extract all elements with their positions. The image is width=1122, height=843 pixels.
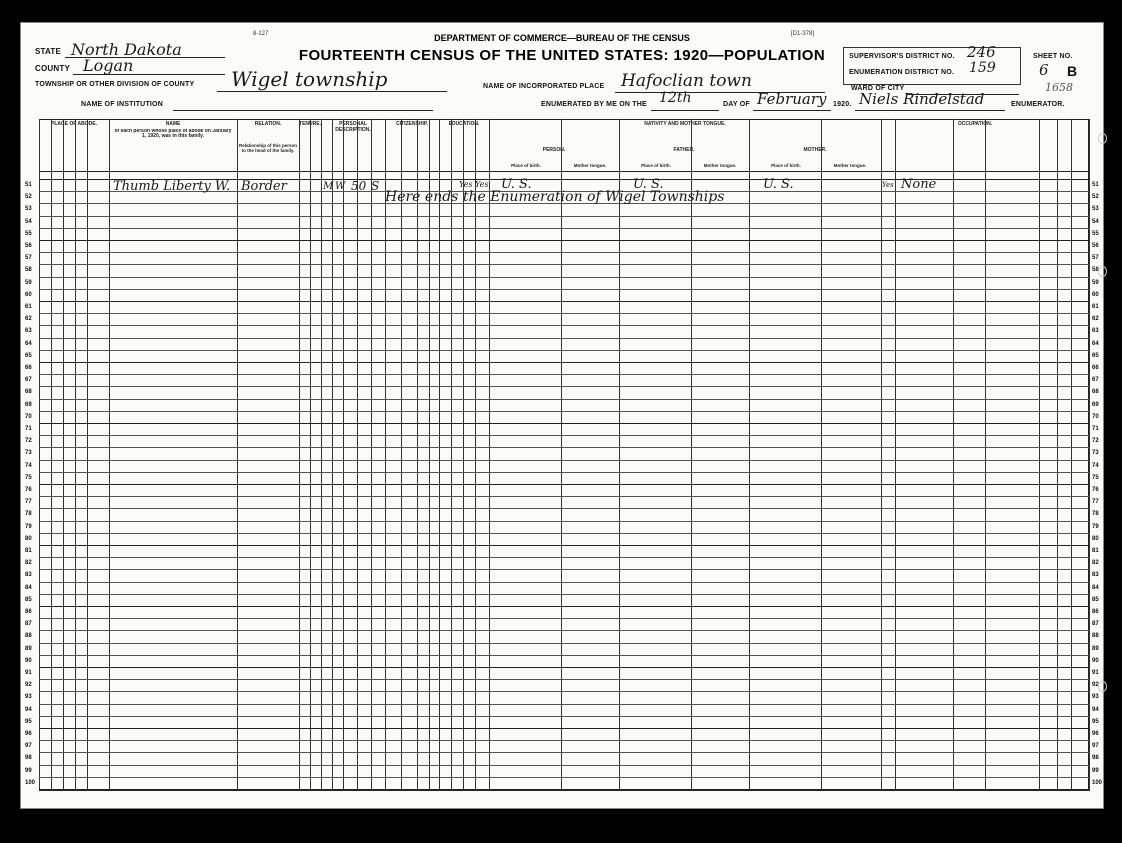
row-number-right: 82 <box>1092 560 1099 567</box>
state-label: STATE <box>35 47 62 56</box>
enumeration-value: 159 <box>969 60 996 76</box>
row-number-left: 66 <box>25 365 32 371</box>
row-number-right: 69 <box>1092 401 1099 408</box>
sheet-label: SHEET NO. <box>1033 53 1073 60</box>
row-number-right: 71 <box>1092 426 1099 432</box>
father-birthplace-head: Place of birth. <box>641 163 671 168</box>
row-number-left: 97 <box>25 743 32 750</box>
row-number-left: 69 <box>25 401 32 408</box>
enumerator-label: ENUMERATOR. <box>1011 101 1065 108</box>
group-person: PERSON. <box>542 147 566 153</box>
ward-label: WARD OF CITY <box>851 85 905 92</box>
row-number-left: 55 <box>25 230 32 237</box>
enumerated-label: ENUMERATED BY ME ON THE <box>541 101 647 108</box>
enumerated-month: February <box>757 90 827 108</box>
row-number-left: 100 <box>25 779 36 786</box>
group-abode: PLACE OF ABODE. <box>51 121 97 127</box>
row-number-left: 84 <box>25 584 32 591</box>
group-education: EDUCATION. <box>448 121 480 127</box>
row-number-left: 74 <box>25 462 32 469</box>
entry-birthplace: U. S. <box>501 177 532 192</box>
group-name: NAME <box>165 121 181 127</box>
row-number-right: 59 <box>1092 279 1099 286</box>
row-number-left: 79 <box>25 523 32 530</box>
department-heading: DEPARTMENT OF COMMERCE—BUREAU OF THE CENSUS <box>434 33 690 43</box>
row-number-left: 64 <box>25 340 32 347</box>
name-note: of each person whose place of abode on January 1, 1920, was in this family. <box>114 129 232 139</box>
entry-mother-birthplace: U. S. <box>763 177 794 192</box>
institution-label: NAME OF INSTITUTION <box>81 101 163 108</box>
row-number-right: 63 <box>1092 328 1099 335</box>
row-number-left: 76 <box>25 487 32 493</box>
row-number-left: 53 <box>25 206 32 213</box>
row-number-right: 100 <box>1092 779 1103 786</box>
row-number-right: 92 <box>1092 682 1099 689</box>
sheet-side: B <box>1067 63 1078 79</box>
entry-name: Thumb Liberty W. <box>113 179 231 194</box>
group-relation: RELATION. <box>254 121 282 127</box>
row-number-left: 65 <box>25 352 32 359</box>
father-tongue-head: Mother tongue. <box>703 163 737 168</box>
entry-end-note: Here ends the Enumeration of Wigel Townships <box>385 189 725 205</box>
entry-marital: S <box>371 179 380 193</box>
row-number-left: 63 <box>25 328 32 335</box>
row-number-left: 77 <box>25 499 32 506</box>
row-number-right: 84 <box>1092 584 1099 591</box>
township-value: Wigel township <box>231 67 388 91</box>
relation-note: Relationship of this person to the head of the family. <box>239 143 297 153</box>
row-number-right: 65 <box>1092 352 1099 359</box>
group-occupation: OCCUPATION. <box>957 121 993 127</box>
row-number-right: 79 <box>1092 523 1099 530</box>
state-value: North Dakota <box>71 40 182 59</box>
row-number-right: 64 <box>1092 340 1099 347</box>
census-grid <box>25 119 1103 791</box>
row-number-right: 62 <box>1092 316 1099 323</box>
row-number-left: 67 <box>25 377 32 384</box>
row-number-right: 73 <box>1092 450 1099 457</box>
row-number-right: 80 <box>1092 535 1099 542</box>
county-label: COUNTY <box>35 64 70 73</box>
township-label: TOWNSHIP OR OTHER DIVISION OF COUNTY <box>35 81 195 88</box>
row-number-right: 55 <box>1092 230 1099 237</box>
row-number-left: 56 <box>25 243 32 249</box>
year: 1920. <box>833 101 852 108</box>
row-number-left: 62 <box>25 316 32 323</box>
census-sheet <box>20 22 1104 809</box>
supervisor-label: SUPERVISOR'S DISTRICT NO. <box>849 53 955 60</box>
row-number-right: 74 <box>1092 462 1099 469</box>
row-number-left: 93 <box>25 694 32 701</box>
row-number-right: 90 <box>1092 657 1099 664</box>
row-number-left: 85 <box>25 596 32 603</box>
row-number-right: 98 <box>1092 755 1099 762</box>
row-number-right: 97 <box>1092 743 1099 750</box>
row-number-right: 96 <box>1092 731 1099 737</box>
row-number-left: 71 <box>25 426 32 432</box>
row-number-right: 75 <box>1092 474 1099 481</box>
day-of-label: DAY OF <box>723 101 750 108</box>
group-father: FATHER. <box>673 147 695 153</box>
row-number-right: 95 <box>1092 718 1099 725</box>
stamp-number: 1658 <box>1045 81 1073 94</box>
row-number-left: 80 <box>25 535 32 542</box>
row-number-left: 61 <box>25 304 32 310</box>
row-number-left: 88 <box>25 633 32 640</box>
row-number-left: 59 <box>25 279 32 286</box>
group-citizenship: CITIZENSHIP. <box>396 121 428 127</box>
county-value: Logan <box>83 56 134 75</box>
row-number-right: 61 <box>1092 304 1099 310</box>
entry-sex: M <box>323 181 334 192</box>
row-number-left: 99 <box>25 767 32 774</box>
row-number-left: 51 <box>25 182 32 188</box>
row-number-right: 93 <box>1092 694 1099 701</box>
sheet-value: 6 <box>1039 61 1049 79</box>
row-number-right: 89 <box>1092 645 1099 652</box>
row-number-left: 82 <box>25 560 32 567</box>
row-number-right: 99 <box>1092 767 1099 774</box>
row-number-right: 78 <box>1092 511 1099 518</box>
row-number-left: 94 <box>25 706 32 713</box>
row-number-right: 85 <box>1092 596 1099 603</box>
form-code: [D1-378] <box>791 31 815 37</box>
entry-race: W <box>335 181 346 192</box>
group-nativity: NATIVITY AND MOTHER TONGUE. <box>644 121 726 127</box>
row-number-left: 91 <box>25 670 32 676</box>
entry-write: Yes <box>475 180 489 189</box>
row-number-right: 68 <box>1092 389 1099 396</box>
row-number-right: 86 <box>1092 609 1099 615</box>
supervisor-value: 246 <box>967 43 996 61</box>
row-number-left: 75 <box>25 474 32 481</box>
row-number-right: 72 <box>1092 438 1099 445</box>
group-personal: PERSONAL DESCRIPTION. <box>335 121 371 133</box>
entry-father-birthplace: U. S. <box>633 177 664 192</box>
row-number-left: 68 <box>25 389 32 396</box>
row-number-left: 78 <box>25 511 32 518</box>
mother-birthplace-head: Place of birth. <box>771 163 801 168</box>
row-number-right: 51 <box>1092 182 1099 188</box>
row-number-right: 91 <box>1092 670 1099 676</box>
row-number-left: 70 <box>25 413 32 420</box>
row-number-left: 52 <box>25 194 32 201</box>
row-number-left: 72 <box>25 438 32 445</box>
page-title: FOURTEENTH CENSUS OF THE UNITED STATES: 1920—POPULATION <box>298 47 826 64</box>
row-number-right: 94 <box>1092 706 1099 713</box>
row-number-right: 76 <box>1092 487 1099 493</box>
row-number-right: 81 <box>1092 548 1099 554</box>
enumerator-value: Niels Rindelstad <box>859 90 985 108</box>
row-number-left: 73 <box>25 450 32 457</box>
row-number-right: 70 <box>1092 413 1099 420</box>
row-number-right: 52 <box>1092 194 1099 201</box>
row-number-left: 98 <box>25 755 32 762</box>
row-number-right: 56 <box>1092 243 1099 249</box>
row-number-left: 81 <box>25 548 32 554</box>
row-number-left: 54 <box>25 218 32 225</box>
entry-age: 50 <box>351 179 367 193</box>
row-number-right: 57 <box>1092 255 1099 262</box>
person-birthplace-head: Place of birth. <box>511 163 541 168</box>
group-mother: MOTHER. <box>803 147 827 153</box>
entry-read: Yes <box>459 180 473 189</box>
row-number-left: 60 <box>25 291 32 298</box>
incorporated-label: NAME OF INCORPORATED PLACE <box>483 83 605 90</box>
row-number-right: 54 <box>1092 218 1099 225</box>
row-number-left: 92 <box>25 682 32 689</box>
row-number-left: 58 <box>25 267 32 274</box>
enumerated-day: 12th <box>659 90 692 106</box>
enumeration-label: ENUMERATION DISTRICT NO. <box>849 69 955 76</box>
row-number-left: 96 <box>25 731 32 737</box>
row-number-left: 86 <box>25 609 32 615</box>
row-number-left: 87 <box>25 621 32 628</box>
mother-tongue-head: Mother tongue. <box>833 163 867 168</box>
entry-english: Yes <box>882 181 894 189</box>
row-number-right: 66 <box>1092 365 1099 371</box>
row-number-right: 60 <box>1092 291 1099 298</box>
entry-relation: Border <box>241 179 287 194</box>
row-number-right: 83 <box>1092 572 1099 579</box>
row-number-right: 53 <box>1092 206 1099 213</box>
row-number-right: 58 <box>1092 267 1099 274</box>
row-number-right: 87 <box>1092 621 1099 628</box>
row-number-left: 89 <box>25 645 32 652</box>
person-tongue-head: Mother tongue. <box>573 163 607 168</box>
entry-occupation: None <box>901 177 937 192</box>
row-number-left: 83 <box>25 572 32 579</box>
group-tenure: TENURE. <box>299 121 321 127</box>
form-number: 8-127 <box>253 31 269 37</box>
row-number-left: 90 <box>25 657 32 664</box>
row-number-left: 95 <box>25 718 32 725</box>
row-number-right: 88 <box>1092 633 1099 640</box>
row-number-right: 77 <box>1092 499 1099 506</box>
row-number-right: 67 <box>1092 377 1099 384</box>
row-number-left: 57 <box>25 255 32 262</box>
incorporated-value: Hafoclian town <box>621 71 752 91</box>
